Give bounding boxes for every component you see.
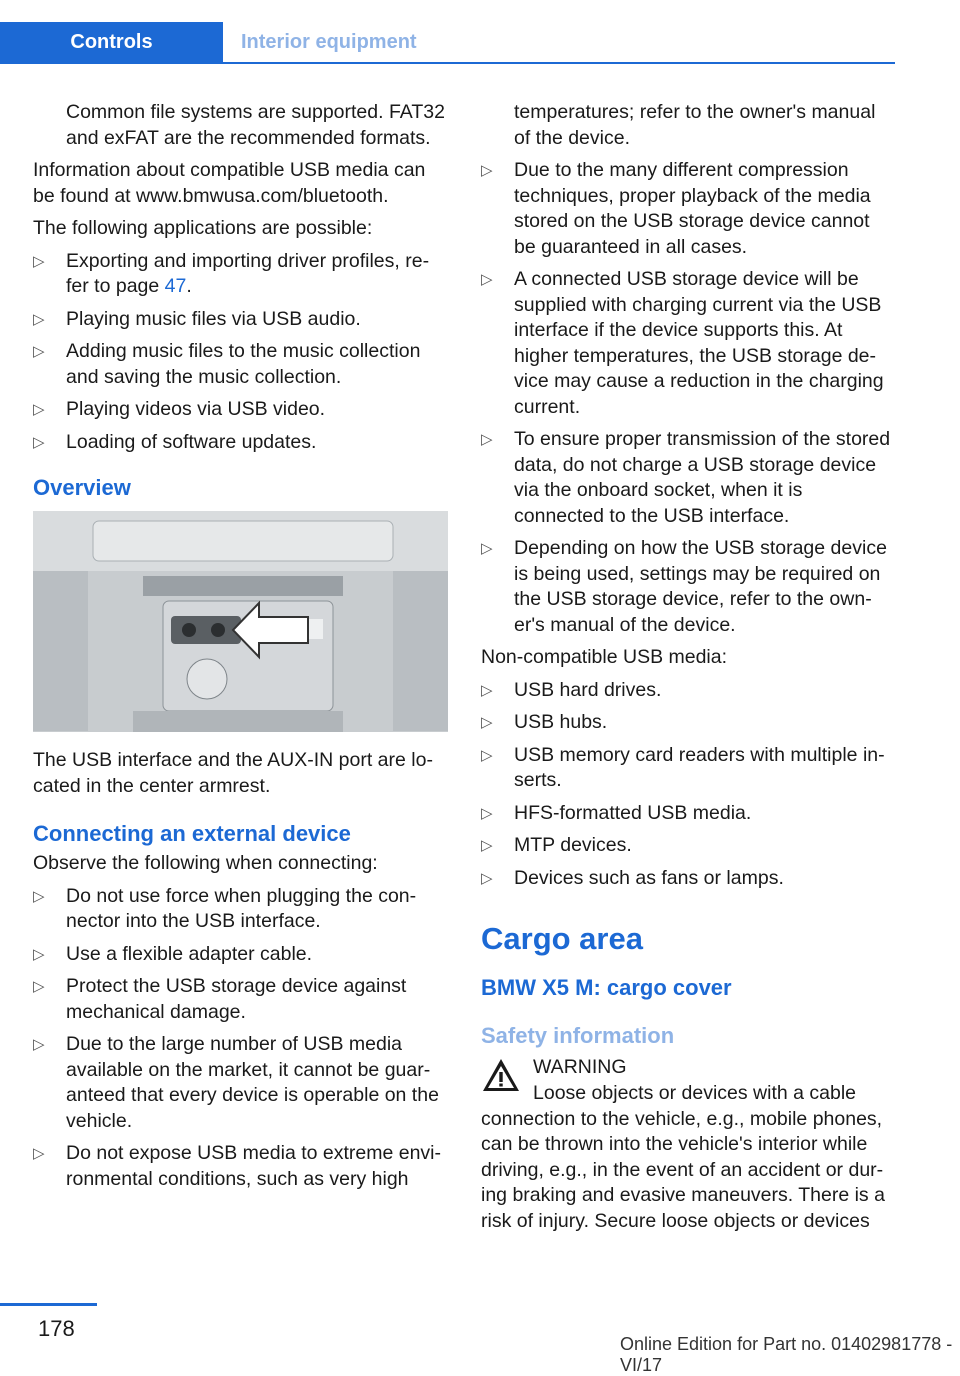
list-item: ▷ Loading of software updates. xyxy=(33,430,448,456)
triangle-right-icon: ▷ xyxy=(481,271,493,288)
triangle-right-icon: ▷ xyxy=(33,1036,45,1053)
armrest-usb-photo xyxy=(33,511,448,732)
continued-text: temperatures; refer to the owner's manual of the device. xyxy=(514,101,876,149)
list-item: ▷ Do not use force when plugging the con‐nector into the USB interface. xyxy=(33,884,417,932)
apps-list xyxy=(33,249,448,456)
list-item: ▷ Depending on how the USB storage device is being used, settings may be required on the USB storage device, refer to the own‐er's manual of the device. xyxy=(481,537,887,636)
triangle-right-icon: ▷ xyxy=(481,714,493,731)
triangle-right-icon: ▷ xyxy=(33,945,45,963)
location-text: The USB interface and the AUX-IN port are lo‐cated in the center armrest. xyxy=(33,749,433,797)
triangle-right-icon: ▷ xyxy=(33,887,45,905)
file-systems-text: Common file systems are supported. FAT32 and exFAT are the recommended formats. xyxy=(66,101,445,149)
list-item: ▷ USB memory card readers with multiple in‐serts. xyxy=(481,743,885,791)
list-item: ▷ Playing music files via USB audio. xyxy=(33,307,448,333)
triangle-right-icon: ▷ xyxy=(33,433,45,451)
tab-interior-equipment[interactable]: Interior equipment xyxy=(241,30,417,53)
warning-title: WARNING xyxy=(533,1056,627,1078)
list-item: ▷ MTP devices. xyxy=(481,833,896,859)
page-number-rule xyxy=(0,1303,97,1306)
triangle-right-icon: ▷ xyxy=(33,978,45,995)
triangle-right-icon: ▷ xyxy=(481,681,493,699)
triangle-right-icon: ▷ xyxy=(481,162,493,179)
connecting-heading: Connecting an external device xyxy=(33,821,351,846)
warning-text: Loose objects or devices with a cable connection to the vehicle, e.g., mobile phones, can be thrown into the vehicle's interior while driving, e.g., in the event of an accident or dur‐ing braking and evasive maneuvers. There is a risk of injury. Secure loose objects or devices xyxy=(481,1082,885,1232)
edition-footer: Online Edition for Part no. 01402981778 - VI/17 xyxy=(620,1334,953,1375)
triangle-right-icon: ▷ xyxy=(481,837,493,854)
triangle-right-icon: ▷ xyxy=(33,1145,45,1162)
noncompat-intro: Non-compatible USB media: xyxy=(481,646,728,668)
list-item: ▷ HFS-formatted USB media. xyxy=(481,801,896,827)
usb-notes-list xyxy=(481,158,896,638)
cargo-cover-heading: BMW X5 M: cargo cover xyxy=(481,975,732,1000)
list-item: ▷ Playing videos via USB video. xyxy=(33,397,448,423)
triangle-right-icon: ▷ xyxy=(481,804,493,822)
apps-intro: The following applications are possible: xyxy=(33,217,373,239)
right-column xyxy=(481,100,896,1241)
safety-info-heading: Safety information xyxy=(481,1023,675,1048)
cargo-area-heading: Cargo area xyxy=(481,921,643,956)
triangle-right-icon: ▷ xyxy=(33,343,45,360)
warning-triangle-icon xyxy=(481,1057,521,1093)
left-column xyxy=(33,100,448,1199)
triangle-right-icon: ▷ xyxy=(481,746,493,764)
list-item: ▷ Due to the many different compression techniques, proper playback of the media stored on the USB storage device cannot be guaranteed in all cases. xyxy=(481,159,871,258)
list-item: ▷ Adding music files to the music collection and saving the music collection. xyxy=(33,340,421,388)
list-item: ▷ USB hubs. xyxy=(481,710,896,736)
list-item: ▷ A connected USB storage device will be supplied with charging current via the USB interface if the device supports this. At higher temperatures, the USB storage de‐vice may cause a reduction in the charging current. xyxy=(481,268,884,418)
page-link[interactable]: 47 xyxy=(164,275,187,297)
triangle-right-icon: ▷ xyxy=(481,431,493,448)
overview-heading: Overview xyxy=(33,475,131,500)
triangle-right-icon: ▷ xyxy=(33,401,45,418)
triangle-right-icon: ▷ xyxy=(33,310,45,328)
triangle-right-icon: ▷ xyxy=(481,869,493,887)
observe-list xyxy=(33,884,448,1193)
list-item: ▷ USB hard drives. xyxy=(481,678,896,704)
list-item: ▷ Due to the large number of USB media available on the market, it cannot be guar‐anteed that every device is operable on the vehicle. xyxy=(33,1033,439,1132)
tab-controls[interactable]: Controls xyxy=(0,22,223,62)
list-item: ▷ Exporting and importing driver profiles, re‐fer to page 47. xyxy=(33,249,430,297)
list-item: ▷ Do not expose USB media to extreme envi‐ronmental conditions, such as very high xyxy=(33,1142,442,1190)
triangle-right-icon: ▷ xyxy=(481,540,493,557)
info-text: Information about compatible USB media can be found at www.bmwusa.com/bluetooth. xyxy=(33,159,426,207)
list-item: ▷ To ensure proper transmission of the stored data, do not charge a USB storage device via the onboard socket, when it is connected to the USB interface. xyxy=(481,428,891,527)
observe-intro: Observe the following when connecting: xyxy=(33,852,378,874)
noncompat-list xyxy=(481,678,896,892)
list-item: ▷ Use a flexible adapter cable. xyxy=(33,942,448,968)
list-item: ▷ Devices such as fans or lamps. xyxy=(481,866,896,892)
page-header xyxy=(0,0,895,64)
page-number: 178 xyxy=(38,1316,75,1341)
list-item: ▷ Protect the USB storage device against mechanical damage. xyxy=(33,975,407,1023)
triangle-right-icon: ▷ xyxy=(33,252,45,270)
